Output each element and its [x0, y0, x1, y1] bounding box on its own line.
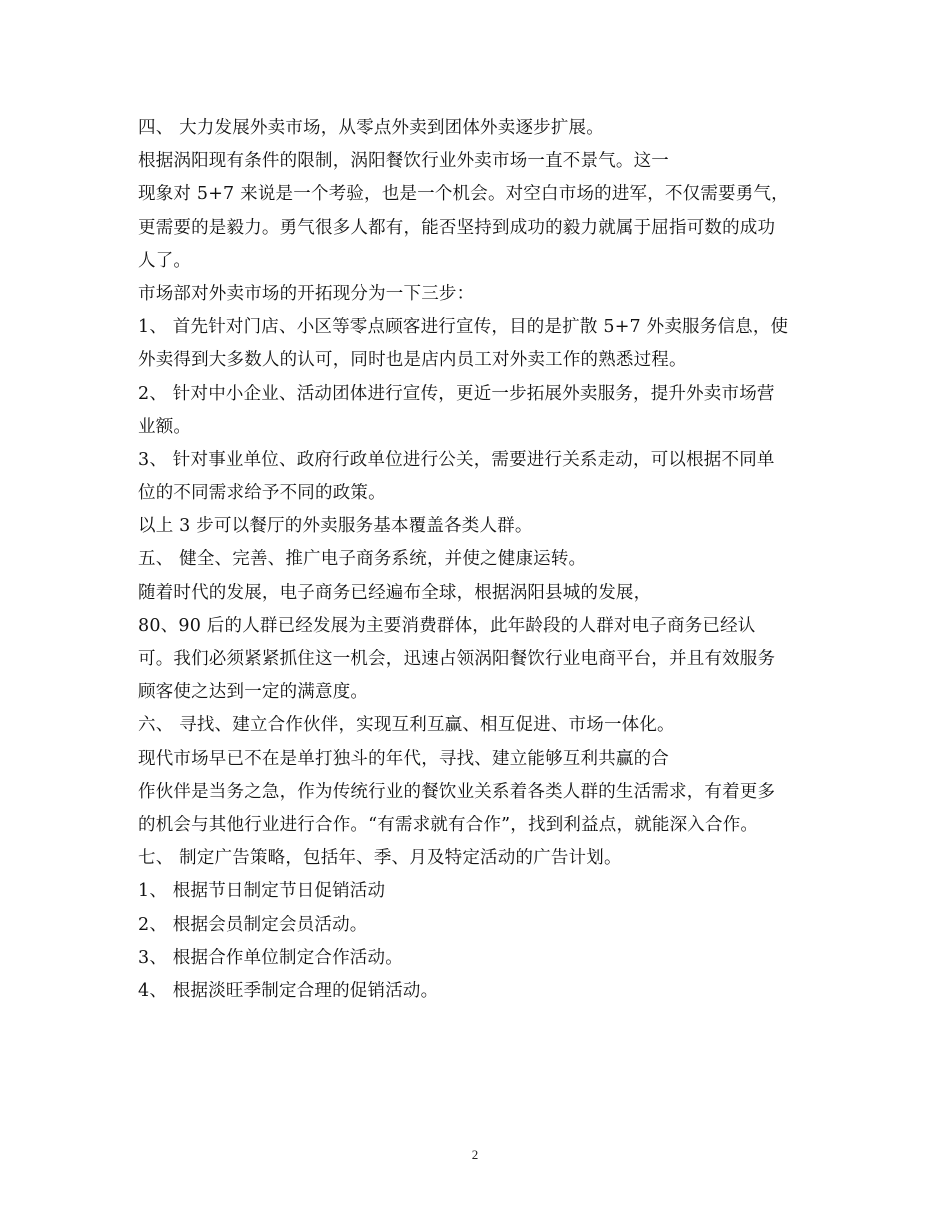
heading-four: 四、 大力发展外卖市场，从零点外卖到团体外卖逐步扩展。 — [138, 118, 604, 138]
text-line: 人了。 — [138, 250, 192, 271]
heading-six: 六、 寻找、建立合作伙伴，实现互利互赢、相互促进、市场一体化。 — [138, 715, 675, 736]
text-line: 业额。 — [138, 416, 192, 437]
list-item: 2、 针对中小企业、活动团体进行宣传，更近一步拓展外卖服务，提升外卖市场营 — [138, 383, 775, 404]
page-number: 2 — [471, 1147, 479, 1162]
text-line: 市场部对外卖市场的开拓现分为一下三步： — [138, 283, 475, 304]
list-item: 4、 根据淡旺季制定合理的促销活动。 — [138, 980, 439, 1001]
list-item: 3、 根据合作单位制定合作活动。 — [138, 947, 403, 968]
text-line: 更需要的是毅力。勇气很多人都有，能否坚持到成功的毅力就属于屈指可数的成功 — [138, 217, 776, 238]
document-body — [138, 112, 818, 1008]
heading-five: 五、 健全、完善、推广电子商务系统，并使之健康运转。 — [138, 549, 587, 570]
text-line: 的机会与其他行业进行合作。“有需求就有合作”，找到利益点，就能深入合作。 — [138, 814, 759, 835]
text-line: 位的不同需求给予不同的政策。 — [138, 483, 386, 504]
text-line: 可。我们必须紧紧抓住这一机会，迅速占领涡阳餐饮行业电商平台，并且有效服务 — [138, 649, 776, 669]
text-line: 现代市场早已不在是单打独斗的年代，寻找、建立能够互利共赢的合 — [138, 748, 669, 769]
text-line: 以上 3 步可以餐厅的外卖服务基本覆盖各类人群。 — [138, 516, 533, 537]
text-line: 根据涡阳现有条件的限制，涡阳餐饮行业外卖市场一直不景气。这一 — [138, 151, 669, 172]
heading-seven: 七、 制定广告策略，包括年、季、月及特定活动的广告计划。 — [138, 848, 622, 869]
text-line: 80、90 后的人群已经发展为主要消费群体，此年龄段的人群对电子商务已经认 — [138, 615, 756, 636]
list-item: 1、 首先针对门店、小区等零点顾客进行宣传，目的是扩散 5+7 外卖服务信息，使 — [138, 317, 789, 338]
list-item: 1、 根据节日制定节日促销活动 — [138, 881, 386, 902]
text-line: 现象对 5+7 来说是一个考验，也是一个机会。对空白市场的进军，不仅需要勇气， — [138, 184, 789, 205]
text-line: 顾客使之达到一定的满意度。 — [138, 682, 369, 703]
text-line: 随着时代的发展，电子商务已经遍布全球，根据涡阳县城的发展， — [138, 582, 652, 603]
text-line: 外卖得到大多数人的认可，同时也是店内员工对外卖工作的熟悉过程。 — [138, 350, 687, 371]
text-line: 作伙伴是当务之急，作为传统行业的餐饮业关系着各类人群的生活需求，有着更多 — [138, 781, 776, 802]
list-item: 3、 针对事业单位、政府行政单位进行公关，需要进行关系走动，可以根据不同单 — [138, 449, 775, 470]
list-item: 2、 根据会员制定会员活动。 — [138, 914, 368, 935]
